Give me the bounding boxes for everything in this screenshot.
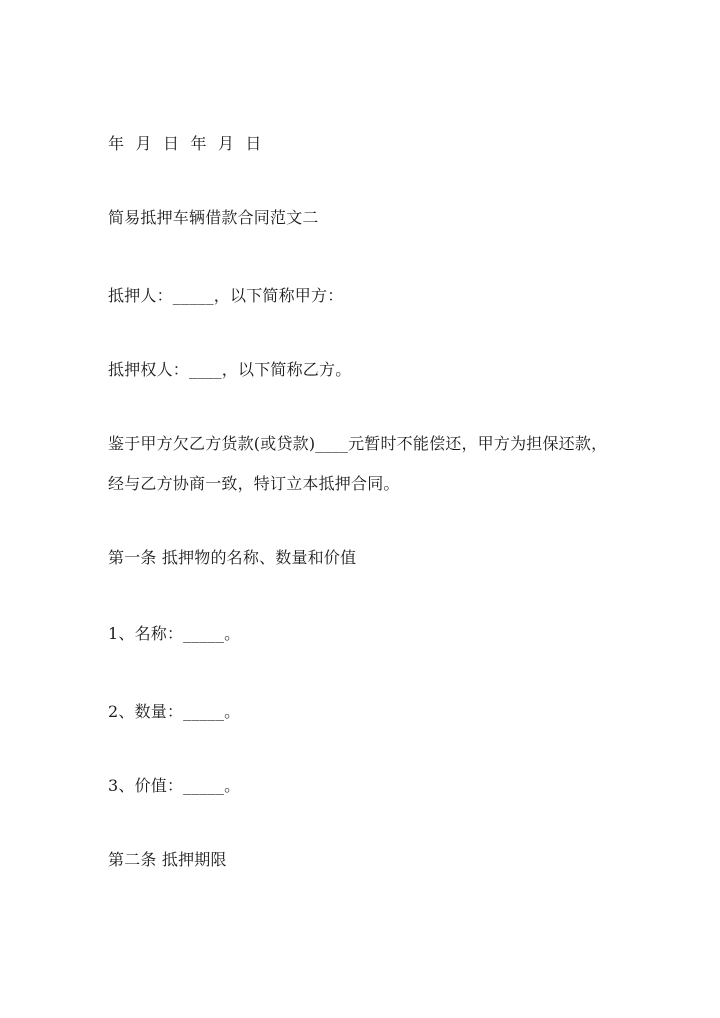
contract-title: 简易抵押车辆借款合同范文二: [108, 208, 319, 227]
preamble-line-2: 经与乙方协商一致，特订立本抵押合同。: [108, 474, 400, 493]
item-quantity: 2、数量：_____。: [108, 702, 241, 721]
date-line: 年 月 日 年 月 日: [108, 134, 262, 153]
preamble-line-1: 鉴于甲方欠乙方货款(或贷款)____元暂时不能偿还，甲方为担保还款，: [108, 434, 608, 453]
article-1-heading: 第一条 抵押物的名称、数量和价值: [108, 548, 357, 567]
item-name: 1、名称：_____。: [108, 624, 241, 643]
item-value: 3、价值：_____。: [108, 776, 241, 795]
mortgagee-line: 抵押权人：____，以下简称乙方。: [108, 360, 352, 379]
article-2-heading: 第二条 抵押期限: [108, 850, 227, 869]
mortgagor-line: 抵押人：_____，以下简称甲方：: [108, 286, 344, 305]
